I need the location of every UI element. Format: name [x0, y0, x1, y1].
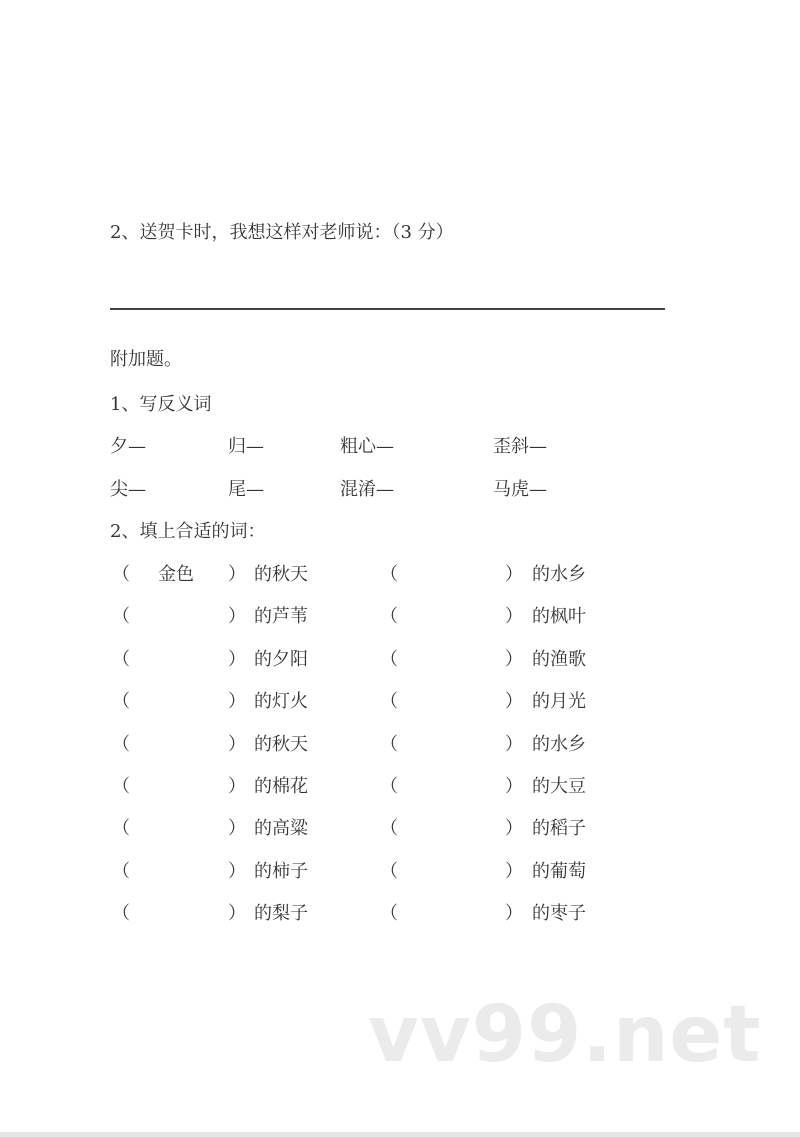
open-paren: （	[380, 860, 398, 882]
phrase-left: 的灯火	[254, 691, 308, 713]
open-paren: （	[112, 564, 130, 585]
close-paren: ）	[228, 903, 246, 925]
open-paren: （	[112, 648, 130, 670]
close-paren: ）	[228, 564, 246, 585]
page-bottom-edge	[0, 1132, 800, 1137]
close-paren: ）	[505, 776, 523, 797]
phrase-right: 的渔歌	[532, 648, 586, 670]
phrase-right: 的葡萄	[532, 860, 586, 882]
close-paren: ）	[228, 860, 246, 882]
open-paren: （	[112, 818, 130, 840]
close-paren: ）	[505, 903, 523, 925]
open-paren: （	[380, 776, 398, 797]
open-paren: （	[112, 606, 130, 628]
open-paren: （	[380, 606, 398, 628]
antonym-item: 归—	[228, 436, 264, 457]
close-paren: ）	[228, 733, 246, 755]
close-paren: ）	[505, 648, 523, 670]
close-paren: ）	[228, 606, 246, 628]
open-paren: （	[112, 691, 130, 713]
close-paren: ）	[505, 733, 523, 755]
watermark: vv99.net	[368, 990, 762, 1080]
close-paren: ）	[228, 691, 246, 713]
close-paren: ）	[228, 818, 246, 840]
phrase-right: 的水乡	[532, 733, 586, 755]
phrase-left: 的棉花	[254, 776, 308, 797]
open-paren: （	[112, 733, 130, 755]
open-paren: （	[112, 776, 130, 797]
open-paren: （	[380, 691, 398, 713]
answer-line	[110, 308, 665, 310]
phrase-left: 的夕阳	[254, 648, 308, 670]
antonym-item: 歪斜—	[493, 436, 547, 457]
phrase-left: 的梨子	[254, 903, 308, 925]
phrase-right: 的枫叶	[532, 606, 586, 628]
phrase-left: 的柿子	[254, 860, 308, 882]
phrase-left: 的秋天	[254, 733, 308, 755]
open-paren: （	[112, 903, 130, 925]
antonyms-title: 1、写反义词	[110, 394, 212, 415]
antonym-item: 马虎—	[493, 479, 547, 500]
bonus-section-title: 附加题。	[110, 349, 182, 370]
open-paren: （	[380, 733, 398, 755]
close-paren: ）	[505, 860, 523, 882]
phrase-left: 的芦苇	[254, 606, 308, 628]
fill-words-title: 2、填上合适的词：	[110, 521, 266, 542]
close-paren: ）	[505, 691, 523, 713]
antonym-item: 粗心—	[340, 436, 394, 457]
phrase-right: 的稻子	[532, 818, 586, 840]
phrase-left: 的秋天	[254, 564, 308, 585]
question-2-prompt: 2、送贺卡时，我想这样对老师说：（3 分）	[110, 222, 454, 243]
antonym-item: 尖—	[110, 479, 146, 500]
antonym-item: 混淆—	[340, 479, 394, 500]
phrase-right: 的月光	[532, 691, 586, 713]
close-paren: ）	[228, 776, 246, 797]
antonym-item: 尾—	[228, 479, 264, 500]
antonym-item: 夕—	[110, 436, 146, 457]
phrase-right: 的大豆	[532, 776, 586, 797]
close-paren: ）	[228, 648, 246, 670]
answer-blank-left[interactable]: 金色	[158, 564, 194, 585]
open-paren: （	[380, 564, 398, 585]
close-paren: ）	[505, 564, 523, 585]
phrase-left: 的高粱	[254, 818, 308, 840]
close-paren: ）	[505, 606, 523, 628]
close-paren: ）	[505, 818, 523, 840]
open-paren: （	[380, 648, 398, 670]
phrase-right: 的枣子	[532, 903, 586, 925]
phrase-right: 的水乡	[532, 564, 586, 585]
open-paren: （	[380, 818, 398, 840]
open-paren: （	[380, 903, 398, 925]
open-paren: （	[112, 860, 130, 882]
